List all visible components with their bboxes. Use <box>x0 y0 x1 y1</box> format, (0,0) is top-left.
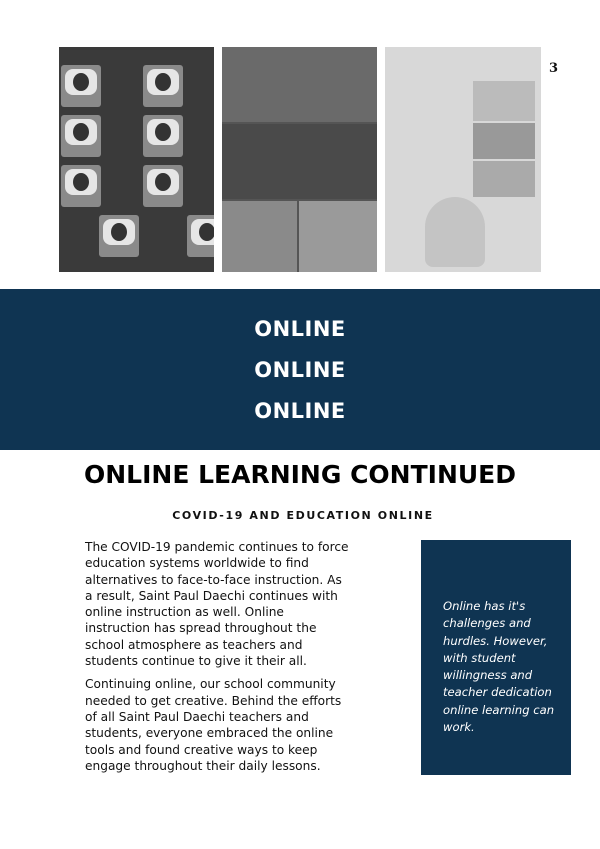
pull-quote-box <box>421 540 571 775</box>
online-banner <box>0 289 600 450</box>
page-number: 3 <box>549 61 559 76</box>
article-paragraph: The COVID-19 pandemic continues to force education systems worldwide to find alternatives to face-to-face instruction. As a result, Saint Paul Daechi continues with online instruction as well. Online instruction has spread throughout the school atmosphere as teachers and students continue to give it their all. <box>85 540 349 669</box>
photo-video-call-grid <box>59 47 214 272</box>
photo-virtual-classroom <box>385 47 541 272</box>
article-subtitle: COVID-19 AND EDUCATION ONLINE <box>172 509 434 522</box>
banner-line-2: ONLINE <box>254 358 346 382</box>
banner-line-1: ONLINE <box>254 317 346 341</box>
article-title: ONLINE LEARNING CONTINUED <box>83 460 517 489</box>
banner-line-3: ONLINE <box>254 399 346 423</box>
pull-quote-text: Online has it's challenges and hurdles. However, with student willingness and teacher dedication online learning can work. <box>443 599 555 735</box>
photo-heart-gestures <box>222 47 377 272</box>
article-paragraph: Continuing online, our school community needed to get creative. Behind the efforts of all Saint Paul Daechi teachers and students, everyone embraced the online tools and found creative ways to keep engage throughout their daily lessons. <box>85 677 342 773</box>
article-body <box>85 539 350 781</box>
